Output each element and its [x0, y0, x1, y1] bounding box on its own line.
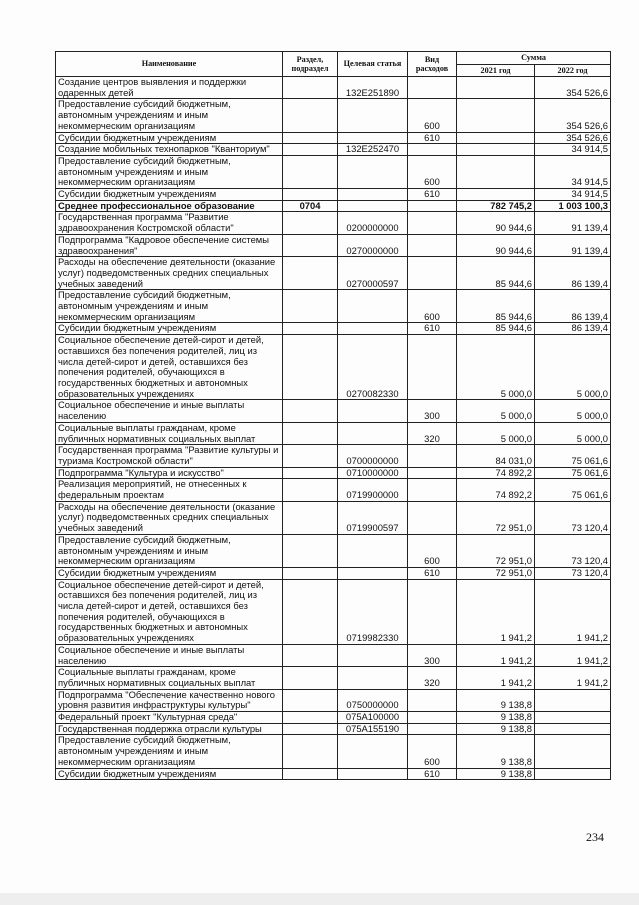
- table-row: [56, 290, 611, 323]
- cell-y2022: 91 139,4: [535, 212, 611, 234]
- header-year-2022: 2022 год: [535, 64, 611, 77]
- cell-y2021: 1 941,2: [457, 579, 535, 644]
- table-row: [56, 445, 611, 467]
- cell-code: [338, 567, 408, 579]
- cell-name: Субсидии бюджетным учреждениям: [56, 189, 283, 201]
- header-section: Раздел, подраздел: [283, 52, 338, 77]
- cell-code: [338, 422, 408, 444]
- cell-sec: [283, 579, 338, 644]
- cell-code: [338, 323, 408, 335]
- cell-name: Социальные выплаты гражданам, кроме публичных нормативных социальных выплат: [56, 667, 283, 689]
- cell-name: Федеральный проект "Культурная среда": [56, 712, 283, 724]
- cell-code: 132E251890: [338, 77, 408, 99]
- cell-y2021: 85 944,6: [457, 257, 535, 290]
- table-row: [56, 768, 611, 780]
- cell-name: Создание мобильных технопарков "Кванториум": [56, 144, 283, 156]
- page-edge: [0, 893, 639, 905]
- cell-y2022: 75 061,6: [535, 445, 611, 467]
- header-row: [56, 52, 611, 65]
- cell-vr: [408, 77, 457, 99]
- table-row: [56, 400, 611, 422]
- header-year-2021: 2021 год: [457, 64, 535, 77]
- table-row: [56, 422, 611, 444]
- cell-code: [338, 735, 408, 768]
- page-number: 234: [586, 830, 604, 844]
- cell-vr: [408, 467, 457, 479]
- cell-vr: 300: [408, 644, 457, 666]
- cell-y2022: [535, 735, 611, 768]
- cell-y2022: 5 000,0: [535, 400, 611, 422]
- cell-name: Социальные выплаты гражданам, кроме публичных нормативных социальных выплат: [56, 422, 283, 444]
- table-row: [56, 212, 611, 234]
- cell-vr: [408, 144, 457, 156]
- cell-vr: 600: [408, 534, 457, 567]
- cell-name: Предоставление субсидий бюджетным, автономным учреждениям и иным некоммерческим организациям: [56, 735, 283, 768]
- cell-vr: 300: [408, 400, 457, 422]
- budget-table: [55, 51, 611, 780]
- cell-code: [338, 534, 408, 567]
- table-row: [56, 144, 611, 156]
- table-row: [56, 132, 611, 144]
- cell-name: Среднее профессиональное образование: [56, 200, 283, 212]
- cell-code: [338, 200, 408, 212]
- cell-y2022: 75 061,6: [535, 479, 611, 501]
- table-row: [56, 323, 611, 335]
- cell-y2022: 354 526,6: [535, 132, 611, 144]
- cell-y2021: 90 944,6: [457, 234, 535, 256]
- cell-y2021: 74 892,2: [457, 479, 535, 501]
- cell-y2022: [535, 712, 611, 724]
- cell-sec: [283, 189, 338, 201]
- header-target: Целевая статья: [338, 52, 408, 77]
- cell-code: [338, 132, 408, 144]
- cell-sec: [283, 257, 338, 290]
- cell-name: Предоставление субсидий бюджетным, автономным учреждениям и иным некоммерческим организациям: [56, 155, 283, 188]
- cell-code: 0270000000: [338, 234, 408, 256]
- cell-y2022: 5 000,0: [535, 422, 611, 444]
- cell-vr: [408, 479, 457, 501]
- cell-vr: [408, 335, 457, 400]
- cell-vr: 320: [408, 422, 457, 444]
- cell-y2022: 1 941,2: [535, 644, 611, 666]
- cell-code: [338, 644, 408, 666]
- cell-name: Расходы на обеспечение деятельности (оказание услуг) подведомственных средних специальных учебных заведений: [56, 501, 283, 534]
- cell-y2021: [457, 155, 535, 188]
- cell-vr: 610: [408, 189, 457, 201]
- cell-code: 075A100000: [338, 712, 408, 724]
- cell-name: Государственная программа "Развитие культуры и туризма Костромской области": [56, 445, 283, 467]
- cell-y2021: [457, 99, 535, 132]
- cell-sec: [283, 467, 338, 479]
- cell-code: [338, 768, 408, 780]
- cell-code: 0750000000: [338, 689, 408, 711]
- cell-name: Социальное обеспечение детей-сирот и детей, оставшихся без попечения родителей, лиц из числа детей-сирот и детей, оставшихся без попечения родителей, обучающихся в государственных бюджетных и автономных образовательных учреждениях: [56, 579, 283, 644]
- cell-code: [338, 155, 408, 188]
- cell-vr: 600: [408, 290, 457, 323]
- cell-y2022: 1 003 100,3: [535, 200, 611, 212]
- cell-y2022: 75 061,6: [535, 467, 611, 479]
- cell-y2021: 5 000,0: [457, 335, 535, 400]
- table-row: [56, 667, 611, 689]
- cell-name: Государственная поддержка отрасли культуры: [56, 723, 283, 735]
- table-row: [56, 534, 611, 567]
- cell-y2021: 72 951,0: [457, 567, 535, 579]
- cell-sec: [283, 400, 338, 422]
- cell-vr: [408, 712, 457, 724]
- cell-code: 0719982330: [338, 579, 408, 644]
- cell-sec: [283, 144, 338, 156]
- cell-y2021: [457, 189, 535, 201]
- table-row: [56, 467, 611, 479]
- cell-name: Подпрограмма "Кадровое обеспечение системы здравоохранения": [56, 234, 283, 256]
- cell-y2021: 74 892,2: [457, 467, 535, 479]
- cell-vr: [408, 200, 457, 212]
- cell-sec: [283, 155, 338, 188]
- cell-vr: 610: [408, 323, 457, 335]
- cell-y2022: 73 120,4: [535, 501, 611, 534]
- cell-name: Предоставление субсидий бюджетным, автономным учреждениям и иным некоммерческим организациям: [56, 534, 283, 567]
- cell-y2022: 34 914,5: [535, 155, 611, 188]
- cell-y2022: 86 139,4: [535, 257, 611, 290]
- cell-code: 132E252470: [338, 144, 408, 156]
- cell-code: 0270000597: [338, 257, 408, 290]
- cell-sec: [283, 422, 338, 444]
- cell-vr: [408, 501, 457, 534]
- cell-sec: 0704: [283, 200, 338, 212]
- cell-sec: [283, 132, 338, 144]
- cell-name: Подпрограмма "Обеспечение качественно нового уровня развития инфраструктуры культуры": [56, 689, 283, 711]
- cell-y2021: 9 138,8: [457, 689, 535, 711]
- cell-y2022: 5 000,0: [535, 335, 611, 400]
- cell-code: 0719900000: [338, 479, 408, 501]
- cell-sec: [283, 768, 338, 780]
- cell-name: Социальное обеспечение и иные выплаты населению: [56, 400, 283, 422]
- cell-y2021: 85 944,6: [457, 290, 535, 323]
- table-row: [56, 567, 611, 579]
- cell-sec: [283, 712, 338, 724]
- table-row: [56, 189, 611, 201]
- cell-vr: 600: [408, 735, 457, 768]
- table-row: [56, 335, 611, 400]
- cell-y2022: 86 139,4: [535, 290, 611, 323]
- cell-vr: [408, 445, 457, 467]
- cell-y2021: 9 138,8: [457, 768, 535, 780]
- cell-sec: [283, 735, 338, 768]
- cell-y2021: 85 944,6: [457, 323, 535, 335]
- cell-y2021: 84 031,0: [457, 445, 535, 467]
- cell-code: [338, 667, 408, 689]
- header-expense-type: Вид расходов: [408, 52, 457, 77]
- cell-sec: [283, 234, 338, 256]
- cell-code: [338, 290, 408, 323]
- cell-vr: [408, 579, 457, 644]
- cell-name: Субсидии бюджетным учреждениям: [56, 768, 283, 780]
- cell-code: [338, 189, 408, 201]
- cell-code: 0270082330: [338, 335, 408, 400]
- cell-y2022: [535, 689, 611, 711]
- cell-y2022: 1 941,2: [535, 667, 611, 689]
- cell-sec: [283, 567, 338, 579]
- table-row: [56, 200, 611, 212]
- cell-code: 0200000000: [338, 212, 408, 234]
- cell-sec: [283, 689, 338, 711]
- cell-vr: [408, 212, 457, 234]
- cell-sec: [283, 667, 338, 689]
- cell-name: Социальное обеспечение детей-сирот и детей, оставшихся без попечения родителей, лиц из числа детей-сирот и детей, оставшихся без попечения родителей, обучающихся в государственных бюджетных и автономных образовательных учреждениях: [56, 335, 283, 400]
- cell-code: 0700000000: [338, 445, 408, 467]
- cell-vr: 610: [408, 768, 457, 780]
- table-row: [56, 689, 611, 711]
- cell-sec: [283, 77, 338, 99]
- cell-y2022: [535, 768, 611, 780]
- cell-name: Предоставление субсидий бюджетным, автономным учреждениям и иным некоммерческим организациям: [56, 290, 283, 323]
- header-name: Наименование: [56, 52, 283, 77]
- cell-y2021: 5 000,0: [457, 422, 535, 444]
- cell-vr: 610: [408, 132, 457, 144]
- cell-y2022: 354 526,6: [535, 99, 611, 132]
- cell-sec: [283, 479, 338, 501]
- cell-y2021: [457, 77, 535, 99]
- cell-y2022: 91 139,4: [535, 234, 611, 256]
- cell-sec: [283, 290, 338, 323]
- cell-y2021: 9 138,8: [457, 723, 535, 735]
- cell-name: Подпрограмма "Культура и искусство": [56, 467, 283, 479]
- header-sum: Сумма: [457, 52, 611, 65]
- table-row: [56, 155, 611, 188]
- cell-name: Субсидии бюджетным учреждениям: [56, 567, 283, 579]
- cell-name: Государственная программа "Развитие здравоохранения Костромской области": [56, 212, 283, 234]
- table-row: [56, 77, 611, 99]
- table-body: [56, 77, 611, 780]
- table-row: [56, 723, 611, 735]
- cell-y2021: 72 951,0: [457, 534, 535, 567]
- cell-y2022: 34 914,5: [535, 144, 611, 156]
- cell-y2021: 9 138,8: [457, 712, 535, 724]
- table-row: [56, 501, 611, 534]
- cell-name: Реализация мероприятий, не отнесенных к федеральным проектам: [56, 479, 283, 501]
- cell-y2021: 72 951,0: [457, 501, 535, 534]
- cell-vr: 600: [408, 99, 457, 132]
- cell-y2021: [457, 144, 535, 156]
- cell-y2021: 782 745,2: [457, 200, 535, 212]
- cell-y2022: 73 120,4: [535, 534, 611, 567]
- cell-code: [338, 99, 408, 132]
- cell-code: 075A155190: [338, 723, 408, 735]
- cell-y2021: 90 944,6: [457, 212, 535, 234]
- cell-sec: [283, 644, 338, 666]
- cell-vr: [408, 689, 457, 711]
- cell-y2022: 1 941,2: [535, 579, 611, 644]
- cell-y2021: 1 941,2: [457, 644, 535, 666]
- cell-vr: 600: [408, 155, 457, 188]
- cell-name: Субсидии бюджетным учреждениям: [56, 323, 283, 335]
- cell-y2022: 354 526,6: [535, 77, 611, 99]
- table-row: [56, 735, 611, 768]
- cell-y2021: 9 138,8: [457, 735, 535, 768]
- table-row: [56, 644, 611, 666]
- cell-code: [338, 400, 408, 422]
- cell-vr: [408, 234, 457, 256]
- cell-y2021: 5 000,0: [457, 400, 535, 422]
- cell-y2022: 34 914,5: [535, 189, 611, 201]
- cell-sec: [283, 723, 338, 735]
- cell-sec: [283, 534, 338, 567]
- cell-y2022: [535, 723, 611, 735]
- cell-vr: [408, 723, 457, 735]
- cell-name: Предоставление субсидий бюджетным, автономным учреждениям и иным некоммерческим организациям: [56, 99, 283, 132]
- table-row: [56, 234, 611, 256]
- table-row: [56, 257, 611, 290]
- cell-code: 0710000000: [338, 467, 408, 479]
- cell-name: Создание центров выявления и поддержки одаренных детей: [56, 77, 283, 99]
- table-row: [56, 99, 611, 132]
- cell-name: Социальное обеспечение и иные выплаты населению: [56, 644, 283, 666]
- cell-sec: [283, 445, 338, 467]
- table-row: [56, 712, 611, 724]
- cell-sec: [283, 335, 338, 400]
- cell-sec: [283, 501, 338, 534]
- cell-code: 0719900597: [338, 501, 408, 534]
- cell-y2022: 86 139,4: [535, 323, 611, 335]
- cell-y2021: [457, 132, 535, 144]
- cell-sec: [283, 323, 338, 335]
- cell-y2021: 1 941,2: [457, 667, 535, 689]
- table-row: [56, 479, 611, 501]
- cell-vr: [408, 257, 457, 290]
- cell-vr: 610: [408, 567, 457, 579]
- cell-name: Субсидии бюджетным учреждениям: [56, 132, 283, 144]
- cell-y2022: 73 120,4: [535, 567, 611, 579]
- cell-vr: 320: [408, 667, 457, 689]
- cell-name: Расходы на обеспечение деятельности (оказание услуг) подведомственных средних специальных учебных заведений: [56, 257, 283, 290]
- cell-sec: [283, 212, 338, 234]
- cell-sec: [283, 99, 338, 132]
- table-row: [56, 579, 611, 644]
